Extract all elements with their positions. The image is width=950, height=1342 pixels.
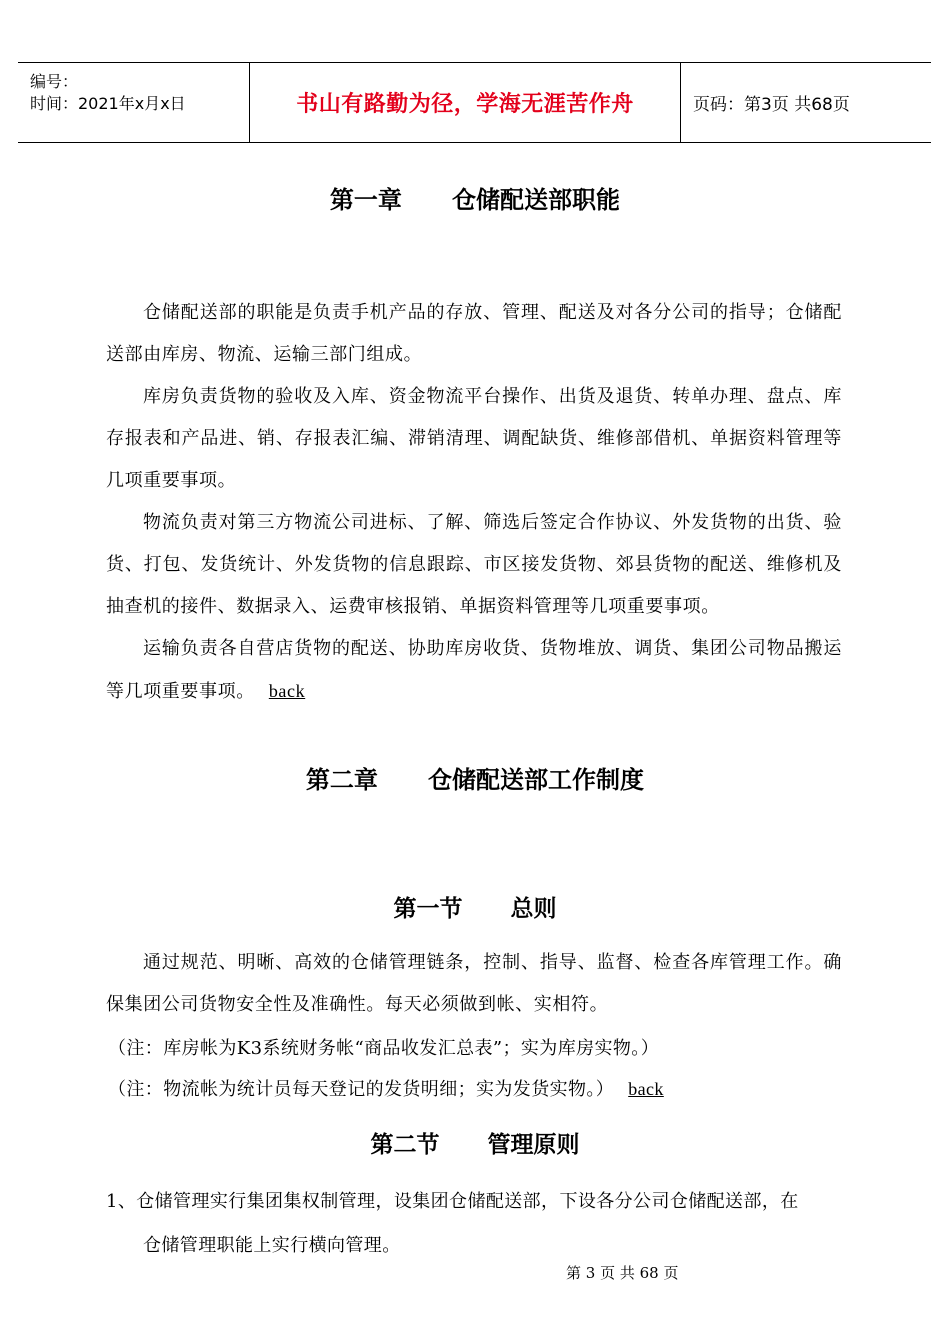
- section-2-title: 第二节 管理原则: [370, 1132, 580, 1158]
- chapter-1-paragraph-4: [106, 628, 842, 713]
- header-page-info: 页码：第3页 共68页: [693, 95, 850, 115]
- chapter-1-back-link[interactable]: back: [268, 681, 306, 701]
- section-1-note-2-row: [108, 1075, 664, 1101]
- section-2-item-1-line-1: 1、仓储管理实行集团集权制管理，设集团仓储配送部，下设各分公司仓储配送部，在: [106, 1191, 799, 1212]
- chapter-2-title: 第二章 仓储配送部工作制度: [305, 766, 645, 794]
- document-header: [18, 62, 931, 143]
- section-1-note-2: （注：物流帐为统计员每天登记的发货明细；实为发货实物。）: [108, 1079, 615, 1100]
- section-1-title: 第一节 总则: [393, 896, 557, 922]
- chapter-1-title: 第一章 仓储配送部职能: [329, 186, 621, 214]
- header-motto-cell: [250, 63, 681, 142]
- chapter-1-paragraph-3: 物流负责对第三方物流公司进标、了解、筛选后签定合作协议、外发货物的出货、验货、打包、发货统计、外发货物的信息跟踪、市区接发货物、郊县货物的配送、维修机及抽查机的接件、数据录入、运费审核报销、单据资料管理等几项重要事项。: [106, 512, 842, 617]
- section-1-paragraph: 通过规范、明晰、高效的仓储管理链条，控制、指导、监督、检查各库管理工作。确保集团公司货物安全性及准确性。每天必须做到帐、实相符。: [106, 952, 842, 1015]
- section-1-note-1: （注：库房帐为K3系统财务帐“商品收发汇总表”；实为库房实物。）: [108, 1038, 660, 1059]
- header-meta-cell: [18, 63, 250, 142]
- header-motto: 书山有路勤为径，学海无涯苦作舟: [296, 92, 634, 117]
- section-2-item-1-line-2: 仓储管理职能上实行横向管理。: [143, 1235, 401, 1256]
- chapter-1-paragraph-4-text: 运输负责各自营店货物的配送、协助库房收货、货物堆放、调货、集团公司物品搬运等几项重要事项。: [106, 638, 842, 702]
- chapter-1-paragraph-2: 库房负责货物的验收及入库、资金物流平台操作、出货及退货、转单办理、盘点、库存报表和产品进、销、存报表汇编、滞销清理、调配缺货、维修部借机、单据资料管理等几项重要事项。: [106, 386, 842, 491]
- chapter-1-paragraph-1: 仓储配送部的职能是负责手机产品的存放、管理、配送及对各分公司的指导；仓储配送部由库房、物流、运输三部门组成。: [106, 302, 842, 365]
- section-1-back-link[interactable]: back: [628, 1079, 664, 1099]
- document-number-label: 编号：: [30, 72, 79, 91]
- document-time-label: 时间：2021年x月x日: [30, 94, 186, 113]
- page-footer: 第 3 页 共 68 页: [566, 1264, 679, 1282]
